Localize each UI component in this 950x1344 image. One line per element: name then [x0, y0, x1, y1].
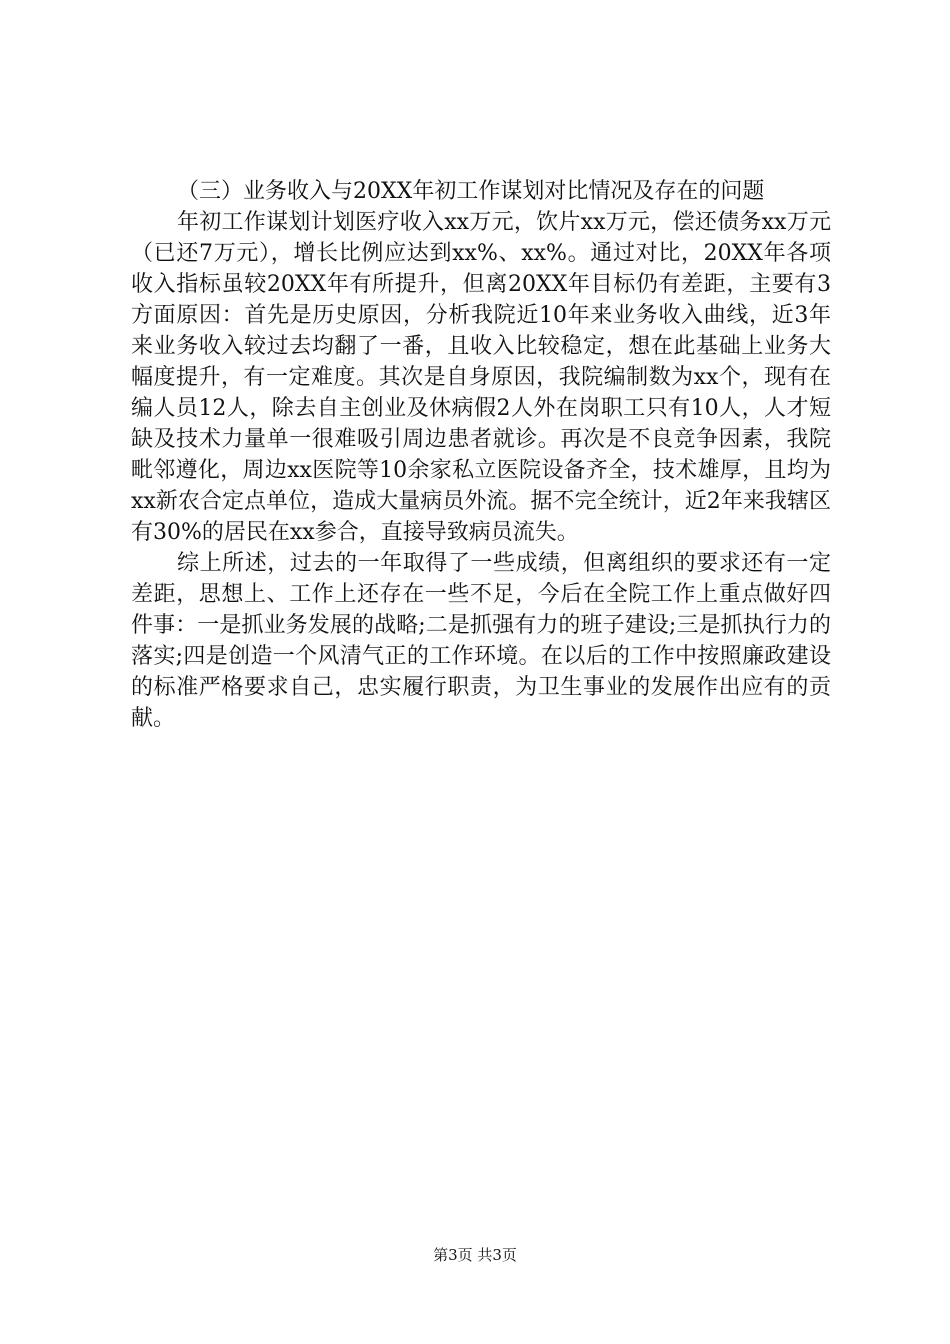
income-analysis-paragraph: 年初工作谋划计划医疗收入xx万元，饮片xx万元，偿还债务xx万元（已还7万元），增长比例应达到xx%、xx%。通过对比，20XX年各项收入指标虽较20XX年有所提升，但离20XX年目标仍有差距，主要有3方面原因：首先是历史原因，分析我院近10年来业务收入曲线，近3年来业务收入较过去均翻了一番，且收入比较稳定，想在此基础上业务大幅度提升，有一定难度。其次是自身原因，我院编制数为xx个，现有在编人员12人，除去自主创业及休病假2人外在岗职工只有10人，人才短缺及技术力量单一很难吸引周边患者就诊。再次是不良竞争因素，我院毗邻遵化，周边xx医院等10余家私立医院设备齐全，技术雄厚，且均为xx新农合定点单位，造成大量病员外流。据不完全统计，近2年来我辖区有30%的居民在xx参合，直接导致病员流失。	[131, 210, 831, 545]
summary-paragraph: 综上所述，过去的一年取得了一些成绩，但离组织的要求还有一定差距，思想上、工作上还存在一些不足，今后在全院工作上重点做好四件事：一是抓业务发展的战略;二是抓强有力的班子建设;三是抓执行力的落实;四是创造一个风清气正的工作环境。在以后的工作中按照廉政建设的标准严格要求自己，忠实履行职责，为卫生事业的发展作出应有的贡献。	[131, 551, 831, 731]
document-body	[131, 176, 831, 734]
section-heading-paragraph: （三）业务收入与20XX年初工作谋划对比情况及存在的问题	[177, 179, 765, 204]
page-footer: 第3页 共3页	[433, 1246, 517, 1264]
